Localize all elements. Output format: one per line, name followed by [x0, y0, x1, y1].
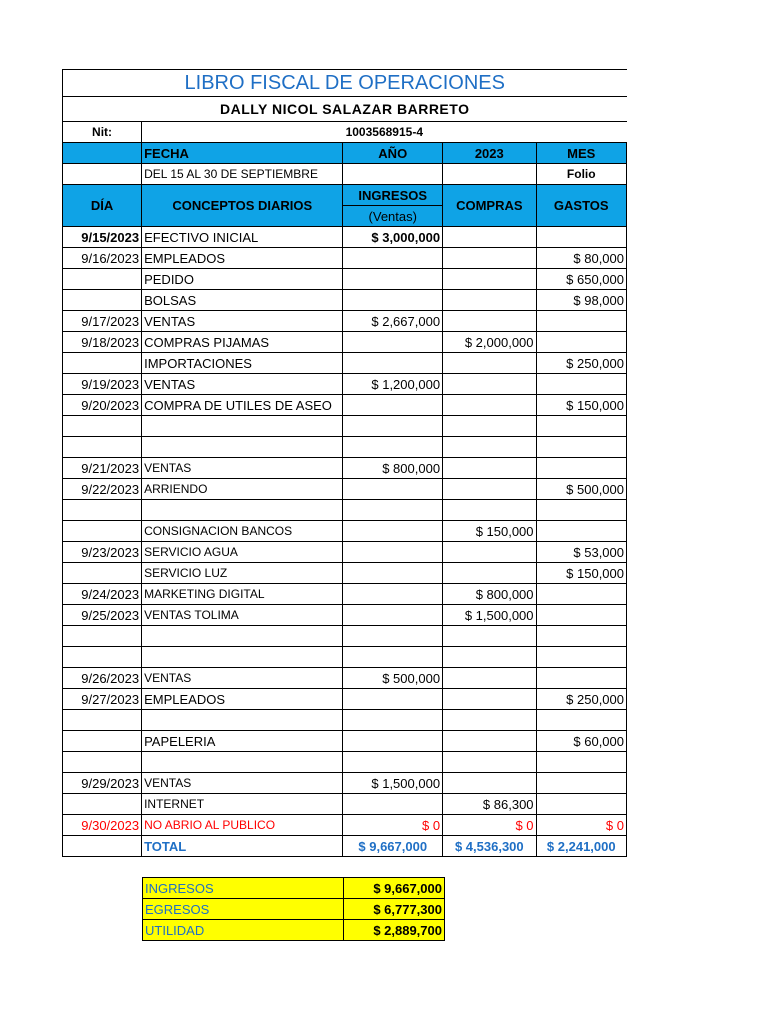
total-blank[interactable] — [63, 836, 142, 857]
row-gastos[interactable] — [536, 584, 626, 605]
row-compras[interactable] — [443, 395, 536, 416]
total-ingresos[interactable]: $ 9,667,000 — [343, 836, 443, 857]
row-ingresos[interactable] — [343, 647, 443, 668]
row-ingresos[interactable] — [343, 626, 443, 647]
row-date[interactable]: 9/26/2023 — [63, 668, 142, 689]
table-row — [63, 563, 627, 584]
row-compras[interactable] — [443, 353, 536, 374]
row-date[interactable] — [63, 563, 142, 584]
row-ingresos[interactable] — [343, 479, 443, 500]
nit-value[interactable]: 1003568915-4 — [142, 122, 627, 143]
row-concept[interactable] — [142, 437, 343, 458]
row-ingresos[interactable] — [343, 794, 443, 815]
row-date[interactable]: 9/15/2023 — [63, 227, 142, 248]
header-year[interactable]: 2023 — [443, 143, 536, 164]
folio-label[interactable]: Folio — [536, 164, 626, 185]
row-ingresos[interactable] — [343, 752, 443, 773]
row-concept[interactable] — [142, 500, 343, 521]
row-compras[interactable] — [443, 626, 536, 647]
row-gastos[interactable] — [536, 374, 626, 395]
row-ingresos[interactable] — [343, 689, 443, 710]
row-date[interactable] — [63, 500, 142, 521]
page-title: LIBRO FISCAL DE OPERACIONES — [184, 72, 505, 94]
row-compras[interactable] — [443, 311, 536, 332]
header-fecha[interactable]: FECHA — [142, 143, 343, 164]
period-text[interactable]: DEL 15 AL 30 DE SEPTIEMBRE — [142, 164, 343, 185]
row-concept[interactable]: BOLSAS — [142, 290, 343, 311]
table-row — [63, 437, 627, 458]
col-header-compras[interactable]: COMPRAS — [443, 185, 536, 227]
row-compras[interactable]: $ 150,000 — [443, 521, 536, 542]
table-row — [63, 710, 627, 731]
row-concept[interactable]: PEDIDO — [142, 269, 343, 290]
row-compras[interactable]: $ 1,500,000 — [443, 605, 536, 626]
table-row — [63, 752, 627, 773]
owner-cell[interactable] — [63, 97, 627, 122]
total-label[interactable]: TOTAL — [142, 836, 343, 857]
col-header-ingresos[interactable]: INGRESOS — [343, 185, 443, 206]
row-gastos[interactable] — [536, 626, 626, 647]
row-gastos[interactable] — [536, 647, 626, 668]
row-gastos[interactable] — [536, 332, 626, 353]
table-row — [63, 332, 627, 353]
row-concept[interactable]: CONSIGNACION BANCOS — [142, 521, 343, 542]
row-date[interactable] — [63, 731, 142, 752]
col-header-dia[interactable]: DÍA — [63, 185, 142, 227]
row-concept[interactable]: EMPLEADOS — [142, 689, 343, 710]
row-date[interactable]: 9/18/2023 — [63, 332, 142, 353]
row-compras[interactable] — [443, 416, 536, 437]
row-date[interactable]: 9/16/2023 — [63, 248, 142, 269]
row-ingresos[interactable]: $ 1,200,000 — [343, 374, 443, 395]
row-date[interactable] — [63, 269, 142, 290]
row-gastos[interactable]: $ 0 — [536, 815, 626, 836]
row-date[interactable] — [63, 626, 142, 647]
summary-value[interactable]: $ 6,777,300 — [344, 899, 445, 920]
row-ingresos[interactable] — [343, 248, 443, 269]
row-gastos[interactable] — [536, 458, 626, 479]
title-cell[interactable] — [63, 70, 627, 97]
table-row — [63, 248, 627, 269]
table-row — [63, 227, 627, 248]
row-date[interactable] — [63, 416, 142, 437]
summary-table — [142, 877, 445, 941]
row-date[interactable] — [63, 353, 142, 374]
row-ingresos[interactable] — [343, 332, 443, 353]
row-concept[interactable] — [142, 752, 343, 773]
table-row — [63, 269, 627, 290]
row-compras[interactable] — [443, 269, 536, 290]
row-concept[interactable]: SERVICIO LUZ — [142, 563, 343, 584]
row-concept[interactable] — [142, 647, 343, 668]
row-compras[interactable] — [443, 668, 536, 689]
header-blank[interactable] — [63, 143, 142, 164]
summary-value[interactable]: $ 2,889,700 — [344, 920, 445, 941]
row-ingresos[interactable] — [343, 395, 443, 416]
row-compras[interactable] — [443, 647, 536, 668]
table-row — [63, 794, 627, 815]
row-gastos[interactable] — [536, 668, 626, 689]
summary-label[interactable]: INGRESOS — [143, 878, 344, 899]
row-concept[interactable]: IMPORTACIONES — [142, 353, 343, 374]
row-ingresos[interactable]: $ 0 — [343, 815, 443, 836]
row-date[interactable]: 9/19/2023 — [63, 374, 142, 395]
ledger-table — [62, 69, 627, 857]
row-date[interactable]: 9/29/2023 — [63, 773, 142, 794]
period-blank[interactable] — [63, 164, 142, 185]
row-concept[interactable]: INTERNET — [142, 794, 343, 815]
row-gastos[interactable] — [536, 605, 626, 626]
row-compras[interactable]: $ 0 — [443, 815, 536, 836]
row-concept[interactable]: EMPLEADOS — [142, 248, 343, 269]
row-concept[interactable]: EFECTIVO INICIAL — [142, 227, 343, 248]
row-ingresos[interactable] — [343, 437, 443, 458]
col-header-ventas[interactable]: (Ventas) — [343, 206, 443, 227]
row-ingresos[interactable] — [343, 416, 443, 437]
row-concept[interactable]: ARRIENDO — [142, 479, 343, 500]
table-row — [63, 353, 627, 374]
row-gastos[interactable]: $ 250,000 — [536, 689, 626, 710]
summary-label[interactable]: UTILIDAD — [143, 920, 344, 941]
row-date[interactable]: 9/22/2023 — [63, 479, 142, 500]
row-date[interactable]: 9/17/2023 — [63, 311, 142, 332]
row-compras[interactable] — [443, 773, 536, 794]
row-gastos[interactable] — [536, 752, 626, 773]
row-ingresos[interactable]: $ 800,000 — [343, 458, 443, 479]
row-compras[interactable] — [443, 500, 536, 521]
row-compras[interactable] — [443, 374, 536, 395]
table-row — [63, 521, 627, 542]
row-concept[interactable]: COMPRA DE UTILES DE ASEO — [142, 395, 343, 416]
row-compras[interactable] — [443, 479, 536, 500]
period-blank-3[interactable] — [443, 164, 536, 185]
table-row — [63, 416, 627, 437]
row-concept[interactable] — [142, 416, 343, 437]
summary-value[interactable]: $ 9,667,000 — [344, 878, 445, 899]
summary-row — [143, 899, 445, 920]
row-date[interactable]: 9/20/2023 — [63, 395, 142, 416]
row-date[interactable] — [63, 437, 142, 458]
row-gastos[interactable] — [536, 227, 626, 248]
row-concept[interactable]: VENTAS — [142, 668, 343, 689]
row-gastos[interactable] — [536, 437, 626, 458]
table-row — [63, 647, 627, 668]
table-row — [63, 290, 627, 311]
table-row — [63, 605, 627, 626]
row-gastos[interactable]: $ 60,000 — [536, 731, 626, 752]
table-row — [63, 500, 627, 521]
nit-label[interactable]: Nit: — [63, 122, 142, 143]
table-row — [63, 668, 627, 689]
row-concept[interactable]: SERVICIO AGUA — [142, 542, 343, 563]
row-ingresos[interactable]: $ 500,000 — [343, 668, 443, 689]
ledger-rows — [63, 227, 627, 836]
row-compras[interactable]: $ 2,000,000 — [443, 332, 536, 353]
row-gastos[interactable]: $ 500,000 — [536, 479, 626, 500]
row-compras[interactable] — [443, 248, 536, 269]
row-concept[interactable]: VENTAS — [142, 773, 343, 794]
table-row — [63, 689, 627, 710]
row-ingresos[interactable] — [343, 269, 443, 290]
row-date[interactable] — [63, 794, 142, 815]
table-row — [63, 542, 627, 563]
row-date[interactable]: 9/27/2023 — [63, 689, 142, 710]
row-gastos[interactable] — [536, 710, 626, 731]
row-concept[interactable]: MARKETING DIGITAL — [142, 584, 343, 605]
row-ingresos[interactable] — [343, 563, 443, 584]
row-gastos[interactable] — [536, 521, 626, 542]
row-compras[interactable] — [443, 731, 536, 752]
row-compras[interactable] — [443, 689, 536, 710]
owner-name: DALLY NICOL SALAZAR BARRETO — [220, 101, 470, 117]
row-concept[interactable]: VENTAS — [142, 458, 343, 479]
row-gastos[interactable] — [536, 416, 626, 437]
row-gastos[interactable] — [536, 311, 626, 332]
row-date[interactable] — [63, 290, 142, 311]
row-ingresos[interactable] — [343, 290, 443, 311]
row-gastos[interactable] — [536, 794, 626, 815]
row-ingresos[interactable] — [343, 584, 443, 605]
row-compras[interactable] — [443, 290, 536, 311]
row-ingresos[interactable] — [343, 710, 443, 731]
row-gastos[interactable] — [536, 773, 626, 794]
row-date[interactable]: 9/30/2023 — [63, 815, 142, 836]
row-gastos[interactable]: $ 150,000 — [536, 563, 626, 584]
row-compras[interactable] — [443, 563, 536, 584]
row-gastos[interactable]: $ 650,000 — [536, 269, 626, 290]
table-row — [63, 374, 627, 395]
row-ingresos[interactable] — [343, 521, 443, 542]
summary-row — [143, 878, 445, 899]
row-ingresos[interactable] — [343, 605, 443, 626]
row-ingresos[interactable] — [343, 353, 443, 374]
row-gastos[interactable]: $ 98,000 — [536, 290, 626, 311]
row-compras[interactable] — [443, 710, 536, 731]
header-anio[interactable]: AÑO — [343, 143, 443, 164]
fiscal-ledger-sheet — [62, 69, 627, 857]
row-date[interactable] — [63, 521, 142, 542]
table-row — [63, 395, 627, 416]
row-compras[interactable] — [443, 542, 536, 563]
row-concept[interactable]: COMPRAS PIJAMAS — [142, 332, 343, 353]
col-header-conceptos[interactable]: CONCEPTOS DIARIOS — [142, 185, 343, 227]
total-compras[interactable]: $ 4,536,300 — [443, 836, 536, 857]
row-concept[interactable] — [142, 710, 343, 731]
table-row — [63, 731, 627, 752]
row-ingresos[interactable] — [343, 731, 443, 752]
row-concept[interactable]: VENTAS — [142, 311, 343, 332]
col-header-gastos[interactable]: GASTOS — [536, 185, 626, 227]
row-compras[interactable]: $ 86,300 — [443, 794, 536, 815]
row-compras[interactable] — [443, 437, 536, 458]
table-row — [63, 311, 627, 332]
row-date[interactable]: 9/25/2023 — [63, 605, 142, 626]
row-concept[interactable] — [142, 626, 343, 647]
table-row — [63, 479, 627, 500]
row-concept[interactable]: NO ABRIO AL PUBLICO — [142, 815, 343, 836]
row-concept[interactable]: VENTAS — [142, 374, 343, 395]
row-compras[interactable] — [443, 227, 536, 248]
row-gastos[interactable]: $ 250,000 — [536, 353, 626, 374]
row-concept[interactable]: PAPELERIA — [142, 731, 343, 752]
row-ingresos[interactable]: $ 1,500,000 — [343, 773, 443, 794]
table-row — [63, 626, 627, 647]
row-date[interactable] — [63, 647, 142, 668]
row-compras[interactable] — [443, 458, 536, 479]
row-ingresos[interactable] — [343, 542, 443, 563]
table-row — [63, 584, 627, 605]
header-mes[interactable]: MES — [536, 143, 626, 164]
row-gastos[interactable]: $ 53,000 — [536, 542, 626, 563]
row-date[interactable] — [63, 752, 142, 773]
table-row — [63, 458, 627, 479]
row-ingresos[interactable]: $ 2,667,000 — [343, 311, 443, 332]
row-compras[interactable] — [443, 752, 536, 773]
row-ingresos[interactable] — [343, 500, 443, 521]
row-gastos[interactable]: $ 150,000 — [536, 395, 626, 416]
table-row — [63, 773, 627, 794]
row-date[interactable]: 9/23/2023 — [63, 542, 142, 563]
row-date[interactable]: 9/24/2023 — [63, 584, 142, 605]
table-row — [63, 815, 627, 836]
period-blank-2[interactable] — [343, 164, 443, 185]
row-gastos[interactable] — [536, 500, 626, 521]
row-gastos[interactable]: $ 80,000 — [536, 248, 626, 269]
row-date[interactable]: 9/21/2023 — [63, 458, 142, 479]
row-ingresos[interactable]: $ 3,000,000 — [343, 227, 443, 248]
total-gastos[interactable]: $ 2,241,000 — [536, 836, 626, 857]
summary-label[interactable]: EGRESOS — [143, 899, 344, 920]
row-date[interactable] — [63, 710, 142, 731]
row-compras[interactable]: $ 800,000 — [443, 584, 536, 605]
summary-row — [143, 920, 445, 941]
row-concept[interactable]: VENTAS TOLIMA — [142, 605, 343, 626]
